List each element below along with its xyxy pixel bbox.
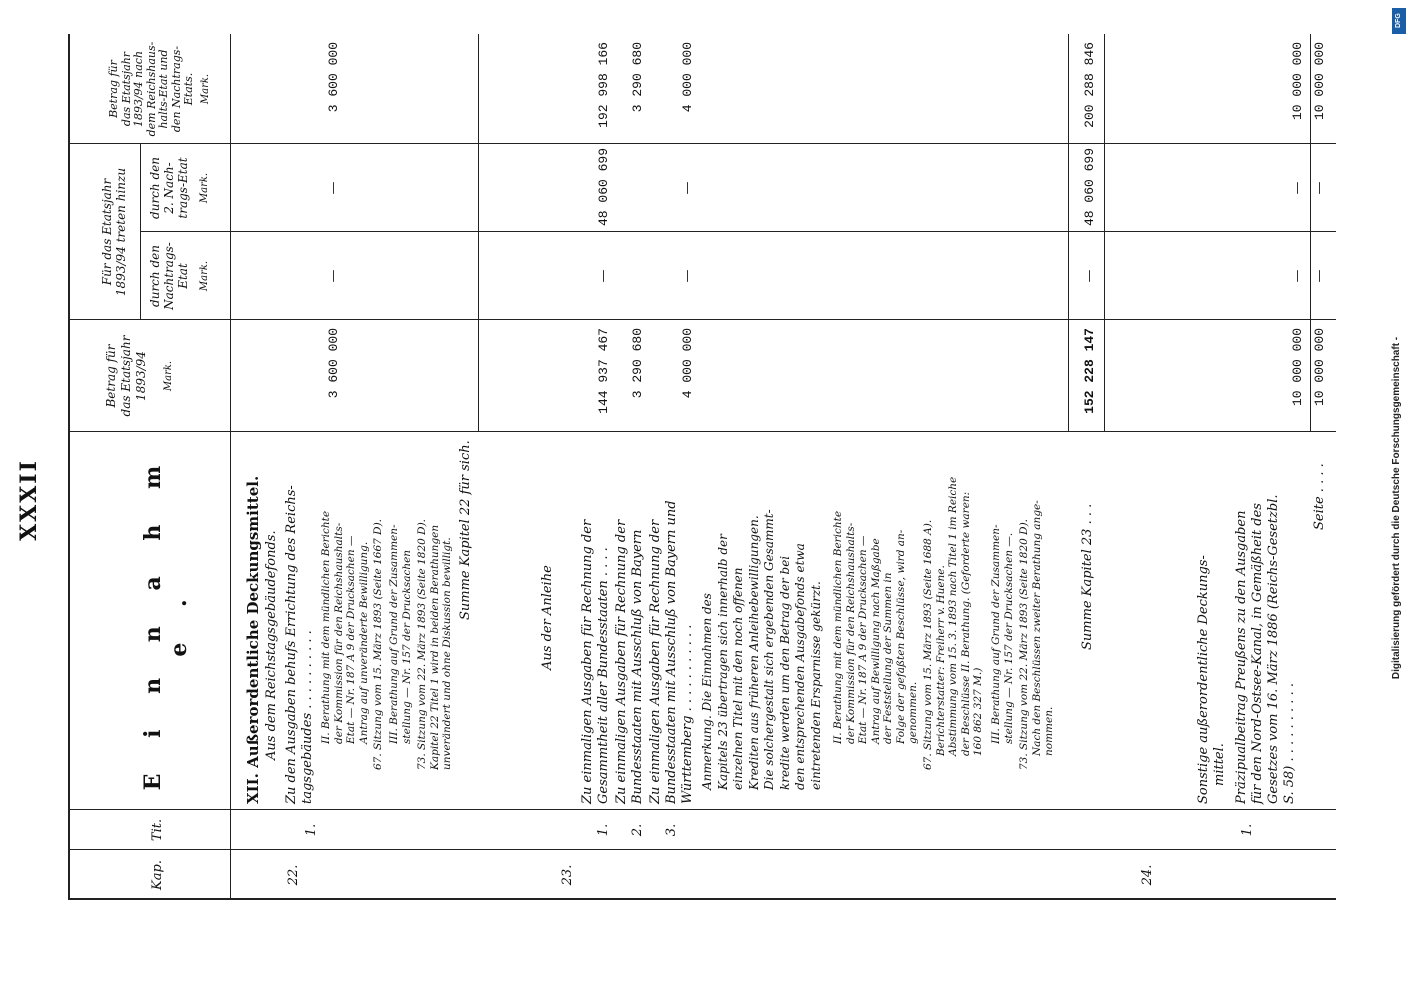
- kap23-tit2-number: 2.: [630, 823, 645, 837]
- kap22-tit1-text: Zu den Ausgaben behufs Errichtung des Reichs- tagsgebäudes . . . . . . . . . .: [284, 485, 315, 804]
- header-kap: Kap.: [150, 860, 165, 890]
- digitization-sidebar: [1390, 0, 1408, 1000]
- kap23-sum-rule-bottom: [1104, 34, 1105, 432]
- kap24-seite-total: 10 000 000: [1312, 42, 1327, 121]
- kap24-heading: Sonstige außerordentliche Deckungs- mittel.: [1196, 555, 1227, 804]
- kap23-tit3-nachtrag2: —: [680, 181, 695, 195]
- tit-col-divider: [68, 809, 1336, 810]
- kap22-note-3: III. Berathung auf Grund der Zusammen- stellung — Nr. 157 der Drucksachen: [388, 524, 413, 744]
- kap22-number: 22.: [286, 864, 301, 886]
- dfg-logo: DFG: [1392, 8, 1406, 34]
- kap22-note-4: 73. Sitzung vom 22. März 1893 (Seite 1820 D). Kapitel 22 Titel 1 wird in beiden Berathungen unverändert und ohne Diskussion bewilligt.: [416, 518, 453, 770]
- kap23-tit1-number: 1.: [596, 823, 611, 837]
- digitization-note: Digitalisierung gefördert durch die Deutsche Forschungsgemeinschaft -: [1391, 336, 1402, 680]
- kap24-sum-rule: [1310, 34, 1311, 432]
- kap23-tit2-text: Zu einmaligen Ausgaben für Rechnung der Bundesstaaten mit Ausschluß von Bayern: [614, 519, 645, 804]
- kap23-tit3-betrag: 4 000 000: [680, 328, 695, 399]
- kap24-tit1-number: 1.: [1240, 823, 1255, 837]
- kap22-summe: Summe Kapitel 22 für sich.: [458, 440, 473, 620]
- header-nachtrag-2: durch den 2. Nach- trags-Etat Mark.: [148, 157, 210, 219]
- header-betrag-2: Betrag für das Etatsjahr 1893/94 nach dem Reichshaus- halts-Etat und den Nachtrags- Etats. Mark.: [107, 41, 211, 137]
- kap24-nachtrag2: —: [1290, 181, 1305, 195]
- kap22-total: 3 600 000: [326, 42, 341, 113]
- header-tit: Tit.: [150, 818, 165, 842]
- kap22-betrag: 3 600 000: [326, 328, 341, 399]
- kap24-seite-nachtrag2: —: [1312, 181, 1327, 195]
- kap23-tit3-total: 4 000 000: [680, 42, 695, 113]
- kap24-seite-nachtrag1: —: [1312, 269, 1327, 283]
- kap22-note-1: II. Berathung mit dem mündlichen Berichte der Kommission für den Reichshaushalts- Etat — Nr. 187 A 9 der Drucksachen — Antrag auf unveränderte Bewilligung.: [320, 510, 370, 744]
- kap22-sum-rule: [478, 34, 479, 432]
- kap22-tit1-number: 1.: [304, 823, 319, 837]
- kap22-nachtrag1: —: [326, 269, 341, 283]
- kap24-seite: Seite . . . .: [1312, 463, 1327, 530]
- betrag-col-divider: [68, 319, 1336, 320]
- kap23-tit1-betrag: 144 937 467: [596, 328, 611, 414]
- kap23-sum-rule-top: [1068, 34, 1069, 432]
- kap23-sum-total: 200 288 846: [1082, 42, 1097, 128]
- kap23-note-2: 67. Sitzung vom 15. März 1893 (Seite 1688 A). Berichterstatter: Freiherr v. Huene. Abstimmung vom 15. 3. 1893 nach Titel 1 im Reiche der Beschlüsse II. Berathung. (Geforderte waren: 160 862 327 M.): [922, 476, 984, 770]
- header-bottom-border: [230, 34, 231, 900]
- kap23-tit1-nachtrag2: 48 060 699: [596, 148, 611, 227]
- header-einnahme: E i n n a h m e .: [140, 451, 192, 791]
- kap23-anmerkung: Anmerkung. Die Einnahmen des Kapitels 23 übertragen sich innerhalb der einzelnen Titel mit den noch offenen Krediten aus früheren Anleihebewilligungen. Die solchergestalt sich ergebenden Gesammt- kredite werden um den Betrag der bei den entsprechenden Ausgabefonds etwa eintretenden Ersparnisse gekürzt.: [700, 509, 823, 790]
- header-betrag-1: Betrag für das Etatsjahr 1893/94 Mark.: [104, 335, 174, 417]
- kap23-sum-nachtrag2: 48 060 699: [1082, 148, 1097, 227]
- kap23-summe: Summe Kapitel 23 . . .: [1080, 503, 1095, 650]
- page-number: XXXII: [16, 459, 42, 541]
- kap23-sum-betrag: 152 228 147: [1082, 328, 1097, 414]
- kap23-heading: Aus der Anleihe: [540, 565, 555, 670]
- kap23-tit1-nachtrag1: —: [596, 269, 611, 283]
- kap23-number: 23.: [560, 864, 575, 886]
- kap23-note-4: 73. Sitzung vom 22. März 1893 (Seite 1820 D). Nach den Beschlüssen zweiter Berathung ange- nommen.: [1018, 500, 1055, 770]
- kap24-total: 10 000 000: [1290, 42, 1305, 121]
- kap23-tit3-text: Zu einmaligen Ausgaben für Rechnung der Bundesstaaten mit Ausschluß von Bayern und Württemberg . . . . . . . . . . .: [648, 500, 695, 804]
- kap22-nachtrag2: —: [326, 181, 341, 195]
- kap23-tit2-betrag: 3 290 680: [630, 328, 645, 399]
- kap23-tit1-total: 192 998 166: [596, 42, 611, 128]
- kap23-tit3-number: 3.: [664, 823, 679, 837]
- kap24-tit1-text: Präzipualbeitrag Preußens zu den Ausgaben für den Nord-Ostsee-Kanal, in Gemäßheit des Gesetzes vom 16. März 1886 (Reichs-Gesetzbl. S. 58) . . . . . . . . . .: [1234, 494, 1297, 804]
- fuer-das-underline: [140, 144, 141, 320]
- kap23-sum-nachtrag1: —: [1082, 269, 1097, 283]
- kap22-heading: Aus dem Reichstagsgebäudefonds.: [264, 530, 279, 760]
- kap24-seite-betrag: 10 000 000: [1312, 328, 1327, 407]
- kap23-tit3-nachtrag1: —: [680, 269, 695, 283]
- nach1-col-divider: [140, 231, 1336, 232]
- header-fuer-das: Für das Etatsjahr 1893/94 treten hinzu: [100, 167, 128, 297]
- kap24-betrag: 10 000 000: [1290, 328, 1305, 407]
- nach2-col-divider: [68, 143, 1336, 144]
- kap23-tit1-text: Zu einmaligen Ausgaben für Rechnung der Gesammtheit aller Bundesstaaten . . . .: [580, 519, 611, 804]
- kap23-tit2-total: 3 290 680: [630, 42, 645, 113]
- section-title: XII. Außerordentliche Deckungsmittel.: [244, 475, 262, 804]
- kap22-note-2: 67. Sitzung vom 15. März 1893 (Seite 1667 D).: [372, 518, 384, 770]
- kap23-note-1: II. Berathung mit dem mündlichen Berichte der Kommission für den Reichshaushalts- Etat — Nr. 187 A 9 der Drucksachen — Antrag auf Bewilligung nach Maßgabe der Feststellung der Summen in Folge der gefaßten Beschlüsse, wird an- genommen.: [832, 510, 919, 744]
- kap24-nachtrag1: —: [1290, 269, 1305, 283]
- table-top-border: [68, 34, 70, 900]
- text-col-divider: [68, 431, 1336, 432]
- kap23-note-3: III. Berathung auf Grund der Zusammen- stellung — Nr. 157 der Drucksachen —.: [990, 524, 1015, 744]
- kap24-number: 24.: [1140, 864, 1155, 886]
- header-nachtrag-1: durch den Nachtrags- Etat Mark.: [148, 242, 210, 310]
